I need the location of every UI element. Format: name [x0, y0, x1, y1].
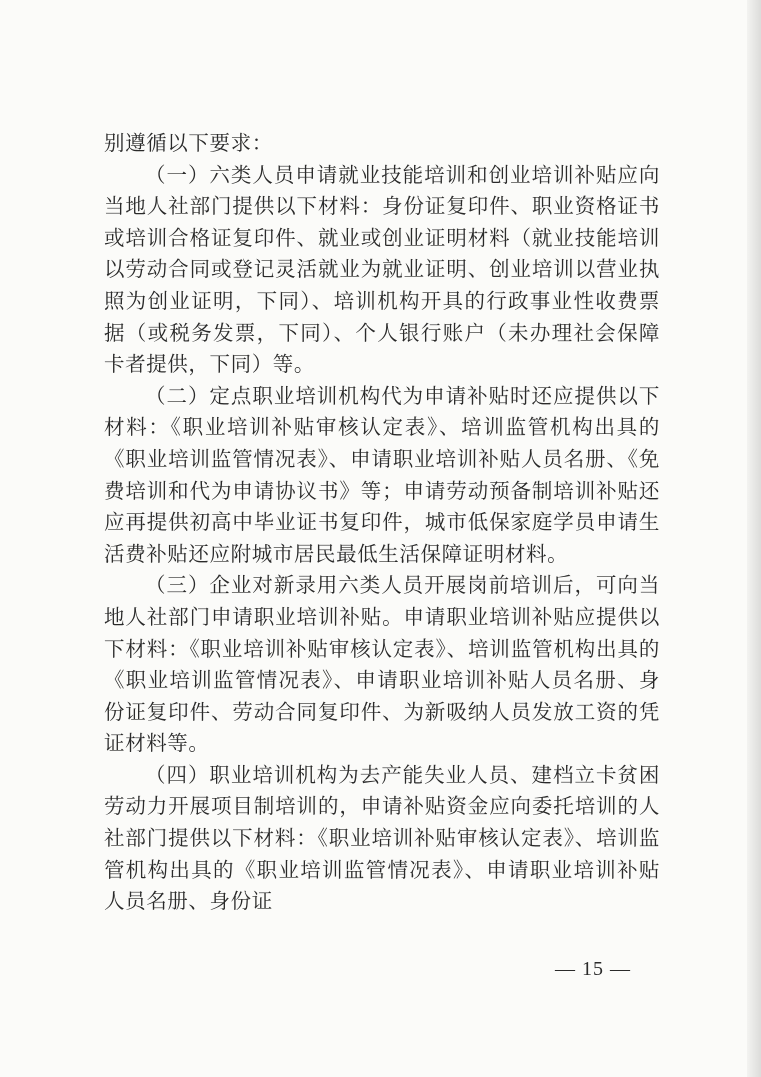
paragraph-2: （二）定点职业培训机构代为申请补贴时还应提供以下材料：《职业培训补贴审核认定表》、培训监管机构出具的《职业培训监管情况表》、申请职业培训补贴人员名册、《免费培训和代为申请协议书》等；申请劳动预备制培训补贴还应再提供初高中毕业证书复印件，城市低保家庭学员申请生活费补贴还应附城市居民最低生活保障证明材料。 — [104, 383, 660, 566]
page-number: — 15 — — [555, 958, 631, 980]
paragraph-intro: 别遵循以下要求： — [104, 131, 273, 155]
page-edge-shadow — [747, 0, 761, 1077]
paragraph-1: （一）六类人员申请就业技能培训和创业培训补贴应向当地人社部门提供以下材料：身份证复印件、职业资格证书或培训合格证复印件、就业或创业证明材料（就业技能培训以劳动合同或登记灵活就业为就业证明、创业培训以营业执照为创业证明，下同）、培训机构开具的行政事业性收费票据（或税务发票，下同）、个人银行账户（未办理社会保障卡者提供，下同）等。 — [104, 162, 660, 377]
document-body — [104, 128, 660, 918]
paragraph-3: （三）企业对新录用六类人员开展岗前培训后，可向当地人社部门申请职业培训补贴。申请职业培训补贴应提供以下材料：《职业培训补贴审核认定表》、培训监管机构出具的《职业培训监管情况表》、申请职业培训补贴人员名册、身份证复印件、劳动合同复印件、为新吸纳人员发放工资的凭证材料等。 — [104, 573, 660, 756]
paragraph-4: （四）职业培训机构为去产能失业人员、建档立卡贫困劳动力开展项目制培训的，申请补贴资金应向委托培训的人社部门提供以下材料：《职业培训补贴审核认定表》、培训监管机构出具的《职业培训监管情况表》、申请职业培训补贴人员名册、身份证 — [104, 762, 660, 914]
